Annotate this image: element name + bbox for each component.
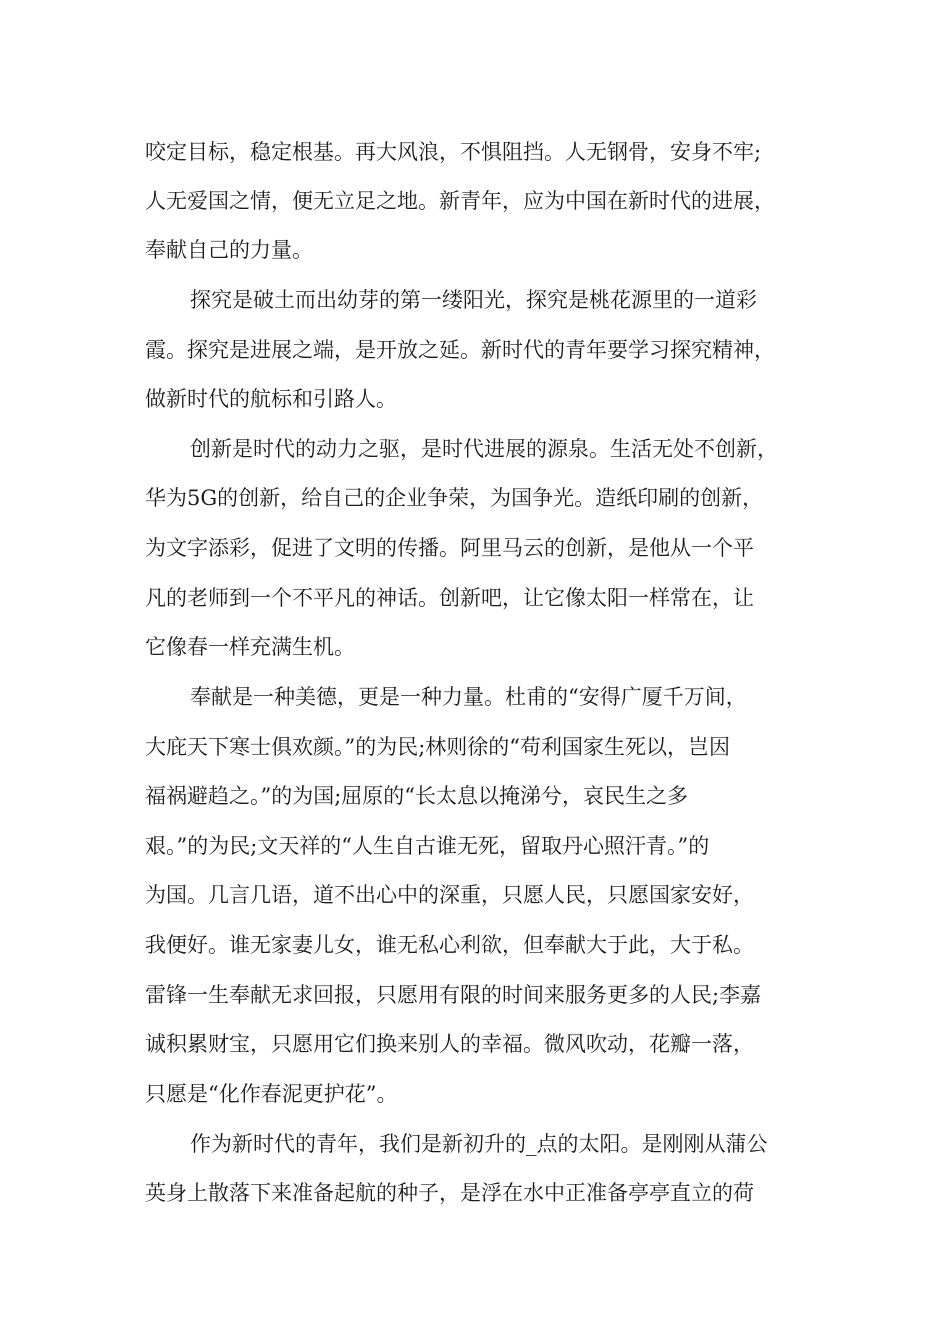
text-line: 诚积累财宝，只愿用它们换来别人的幸福。微风吹动，花瓣一落， [145,1032,754,1056]
text-line: 大庇天下寒士俱欢颜。”的为民;林则徐的“苟利国家生死以，岂因 [145,735,731,759]
text-line: 我便好。谁无家妻儿女，谁无私心利欲，但奉献大于此，大于私。 [145,933,754,957]
text-line: 英身上散落下来准备起航的种子，是浮在水中正准备亭亭直立的荷 [145,1181,754,1205]
text-line: 它像春一样充满生机。 [145,635,355,659]
text-line: 奉献是一种美德，更是一种力量。杜甫的“安得广厦千万间， [190,685,747,709]
text-line: 做新时代的航标和引路人。 [145,387,397,411]
text-line: 只愿是“化作春泥更护花”。 [145,1082,398,1106]
text-line: 为国。几言几语，道不出心中的深重，只愿人民，只愿国家安好， [145,883,754,907]
text-line: 人无爱国之情，便无立足之地。新青年，应为中国在新时代的进展， [145,189,775,213]
text-line: 艰。”的为民;文天祥的“人生自古谁无死，留取丹心照汗青。”的 [145,834,710,858]
text-line: 华为5G的创新，给自己的企业争荣，为国争光。造纸印刷的创新， [145,486,764,510]
text-line: 创新是时代的动力之驱，是时代进展的源泉。生活无处不创新， [190,437,778,461]
text-line: 雷锋一生奉献无求回报，只愿用有限的时间来服务更多的人民;李嘉 [145,983,762,1007]
text-line: 探究是破土而出幼芽的第一缕阳光，探究是桃花源里的一道彩 [190,288,757,312]
text-line: 霞。探究是进展之端，是开放之延。新时代的青年要学习探究精神， [145,338,775,362]
text-line: 为文字添彩，促进了文明的传播。阿里马云的创新，是他从一个平 [145,536,754,560]
text-line: 凡的老师到一个不平凡的神话。创新吧，让它像太阳一样常在，让 [145,586,754,610]
text-line: 福祸避趋之。”的为国;屈原的“长太息以掩涕兮，哀民生之多 [145,784,689,808]
text-line: 奉献自己的力量。 [145,238,313,262]
text-line: 咬定目标，稳定根基。再大风浪，不惧阻挡。人无钢骨，安身不牢; [145,140,762,164]
text-line: 作为新时代的青年，我们是新初升的_点的太阳。是刚刚从蒲公 [190,1132,768,1156]
